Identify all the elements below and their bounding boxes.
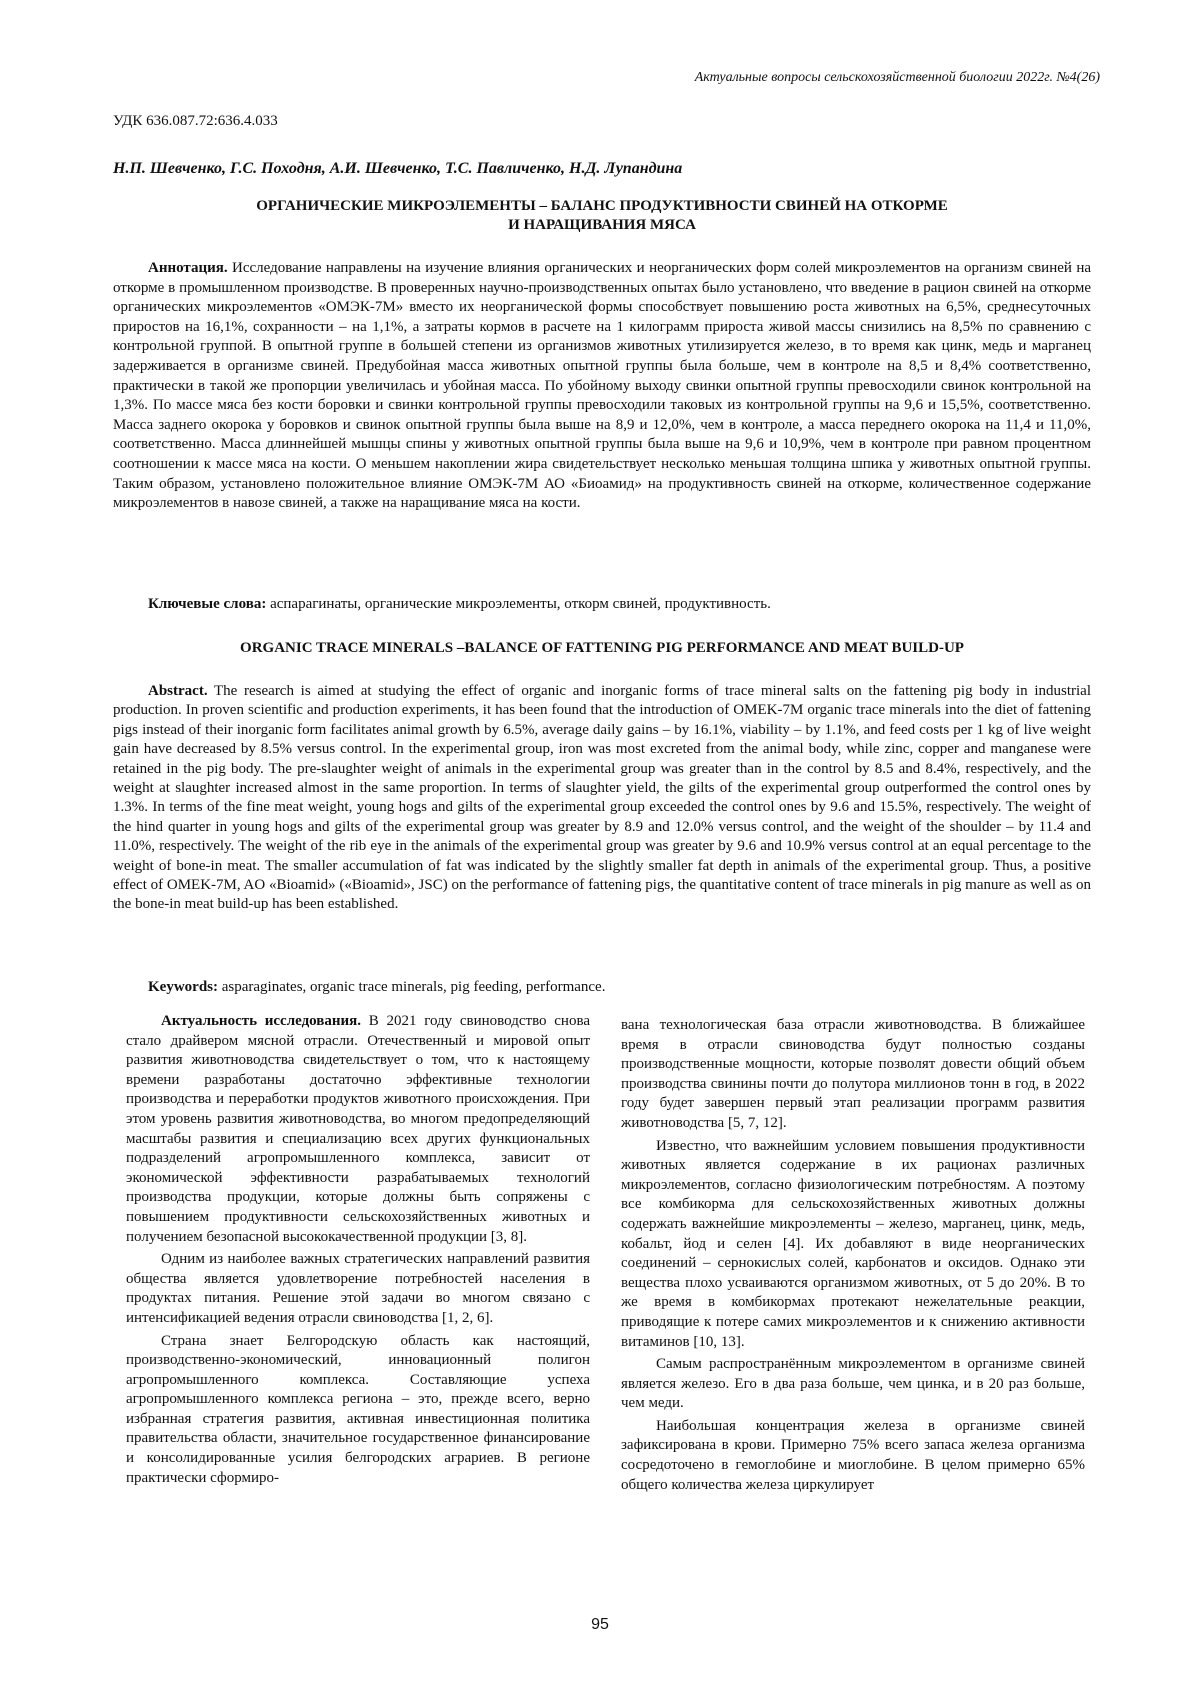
abstract-ru-label: Аннотация. (148, 260, 228, 276)
body-paragraph: Страна знает Белгородскую область как настоящий, производственно-экономический, инновационный полигон агропромышленного комплекса. Составляющие успеха агропромышленного комплекса региона – это, прежде всего, верно избранная стратегия развития, активная инвестиционная политика правительства области, значительное государственное финансирование и консолидированные усилия белгородских аграриев. В регионе практически сформиро- (126, 1332, 590, 1486)
body-paragraph: Одним из наиболее важных стратегических направлений развития общества является удовлетворение потребностей населения в продуктах питания. Решение этой задачи во многом связано с интенсификацией ведения отрасли свиноводства [1, 2, 6]. (126, 1251, 590, 1326)
abstract-en-text: The research is aimed at studying the effect of organic and inorganic forms of trace mineral salts on the fattening pig body in industrial production. In proven scientific and production experiments, it has been found that the introduction of OMEK-7M organic trace minerals into the diet of fattening pigs instead of their inorganic form facilitates animal growth by 6.5%, average daily gains – by 16.1%, viability – by 1.1%, and feed costs per 1 kg of live weight gain have decreased by 8.5% versus control. In the experimental group, iron was most excreted from the animal body, while zinc, copper and manganese were retained in the pig body. The pre-slaughter weight of animals in the experimental group was greater than in the control by 8.5 and 8.4%, respectively, and the weight at slaughter increased almost in the same proportion. In terms of slaughter yield, the gilts of the experimental group outperformed the control ones by 1.3%. In terms of the fine meat weight, young hogs and gilts of the experimental group exceeded the control ones by 9.6 and 15.5%, respectively. The weight of the hind quarter in young hogs and gilts of the experimental group was greater by 8.9 and 12.0% versus control, and the weight of the shoulder – by 11.4 and 11.0%, respectively. The weight of the rib eye in the animals of the experimental group was greater by 9.6 and 10.9% versus control at an equal percentage to the weight of bone-in meat. The smaller accumulation of fat was indicated by the slightly smaller fat depth in animals of the experimental group. Thus, a positive effect of OMEK-7M, AO «Bioamid» («Bioamid», JSC) on the performance of fattening pigs, the quantitative content of trace minerals in pig manure as well as on the bone-in meat build-up has been established. (113, 683, 1091, 913)
keywords-en (113, 978, 1091, 998)
keywords-en-label: Keywords: (148, 979, 218, 995)
abstract-en-label: Abstract. (148, 683, 208, 699)
keywords-en-text: asparaginates, organic trace minerals, pig feeding, performance. (218, 979, 606, 995)
keywords-ru-label: Ключевые слова: (148, 596, 267, 612)
title-ru (113, 197, 1091, 235)
abstract-en (113, 682, 1091, 915)
page-number: 95 (591, 1616, 609, 1633)
title-ru-line-1: ОРГАНИЧЕСКИЕ МИКРОЭЛЕМЕНТЫ – БАЛАНС ПРОДУКТИВНОСТИ СВИНЕЙ НА ОТКОРМЕ (256, 198, 948, 214)
body-paragraph: вана технологическая база отрасли животноводства. В ближайшее время в отрасли свиноводства будут полностью созданы производственные мощности, которые позволят довести общий объем производства свинины почти до полутора миллионов тонн в год, в 2022 году будет завершен первый этап реализации программ развития животноводства [5, 7, 12]. (621, 1017, 1085, 1131)
journal-header: Актуальные вопросы сельскохозяйственной биологии 2022г. №4(26) (694, 70, 1100, 85)
abstract-ru-text: Исследование направлены на изучение влияния органических и неорганических форм солей микроэлементов на организм свиней на откорме в промышленном производстве. В проверенных научно-производственных опытах было установлено, что введение в рацион свиней на откорме органических микроэлементов «ОМЭК-7М» вместо их неорганической формы способствует повышению роста животных на 6,5%, среднесуточных приростов на 16,1%, сохранности – на 1,1%, а затраты кормов в расчете на 1 килограмм прироста живой массы снизились на 8,5% по сравнению с контрольной группой. В опытной группе в большей степени из организмов животных утилизируется железо, в то время как цинк, медь и марганец задерживается в организме свиней. Предубойная масса животных опытной группы была больше, чем в контроле на 8,5 и 8,4% соответственно, практически в такой же пропорции увеличилась и убойная масса. По убойному выходу свинки опытной группы превосходили свинок контрольной на 1,3%. По массе мяса без кости боровки и свинки контрольной группы превосходили таковых из контрольной группы на 9,6 и 15,5%, соответственно. Масса заднего окорока у боровков и свинок опытной группы была выше на 8,9 и 12,0%, чем в контроле, а масса переднего окорока на 11,4 и 11,0%, соответственно. Масса длиннейшей мышцы спины у животных опытной группы была выше на 9,6 и 10,9%, чем в контроле при равном процентном соотношении к массе мяса на кости. О меньшем накоплении жира свидетельствует несколько меньшая толщина шпика у животных опытной группы. Таким образом, установлено положительное влияние ОМЭК-7М АО «Биоамид» на продуктивность свиней на откорме, количественное содержание микроэлементов в навозе свиней, а также на наращивание мяса на кости. (113, 260, 1091, 512)
keywords-ru-text: аспарагинаты, органические микроэлементы, откорм свиней, продуктивность. (266, 596, 771, 612)
abstract-ru (113, 259, 1091, 514)
relevance-text: В 2021 году свиноводство снова стало драйвером мясной отрасли. Отечественный и мировой опыт развития животноводства свидетельствует о том, что к настоящему времени разработаны достаточно эффективные технологии производства и переработки продуктов животного происхождения. При этом уровень развития животноводства, во многом предопределяющий масштабы развития и специализацию всех других функциональных подразделений агропромышленного комплекса, зависит от экономической эффективности разрабатываемых технологий производства продукции, которые должны быть сопряжены с повышением продуктивности сельскохозяйственных животных и получением безопасной высококачественной продукции [3, 8]. (126, 1013, 590, 1245)
title-ru-line-2: И НАРАЩИВАНИЯ МЯСА (508, 217, 696, 233)
body-paragraph: Наибольшая концентрация железа в организме свиней зафиксирована в крови. Примерно 75% всего запаса железа организма сосредоточено в гемоглобине и миоглобине. В целом примерно 65% общего количества железа циркулирует (621, 1417, 1085, 1493)
authors: Н.П. Шевченко, Г.С. Походня, А.И. Шевченко, Т.С. Павличенко, Н.Д. Лупандина (113, 160, 683, 177)
relevance-label: Актуальность исследования. (161, 1013, 362, 1029)
keywords-ru (113, 595, 1091, 615)
title-en: ORGANIC TRACE MINERALS –BALANCE OF FATTENING PIG PERFORMANCE AND MEAT BUILD-UP (240, 640, 964, 656)
body-column-left (126, 1012, 590, 1491)
udk-code: УДК 636.087.72:636.4.033 (113, 113, 278, 129)
body-column-right (621, 1016, 1085, 1498)
body-paragraph (126, 1012, 590, 1247)
body-paragraph: Самым распространённым микроэлементом в организме свиней является железо. Его в два раза больше, чем цинка, и в 20 раз больше, чем меди. (621, 1356, 1085, 1412)
body-paragraph: Известно, что важнейшим условием повышения продуктивности животных является содержание в их рационах различных микроэлементов, согласно физиологическим потребностям. А поэтому все комбикорма для сельскохозяйственных животных должны содержать важнейшие микроэлементы – железо, марганец, цинк, медь, кобальт, йод и селен [4]. Их добавляют в виде неорганических соединений – сернокислых солей, карбонатов и оксидов. Однако эти вещества плохо усваиваются организмом животных, от 5 до 20%. В то же время в комбикормах протекают нежелательные реакции, приводящие к потере самих микроэлементов и к снижению активности витаминов [10, 13]. (621, 1137, 1085, 1350)
